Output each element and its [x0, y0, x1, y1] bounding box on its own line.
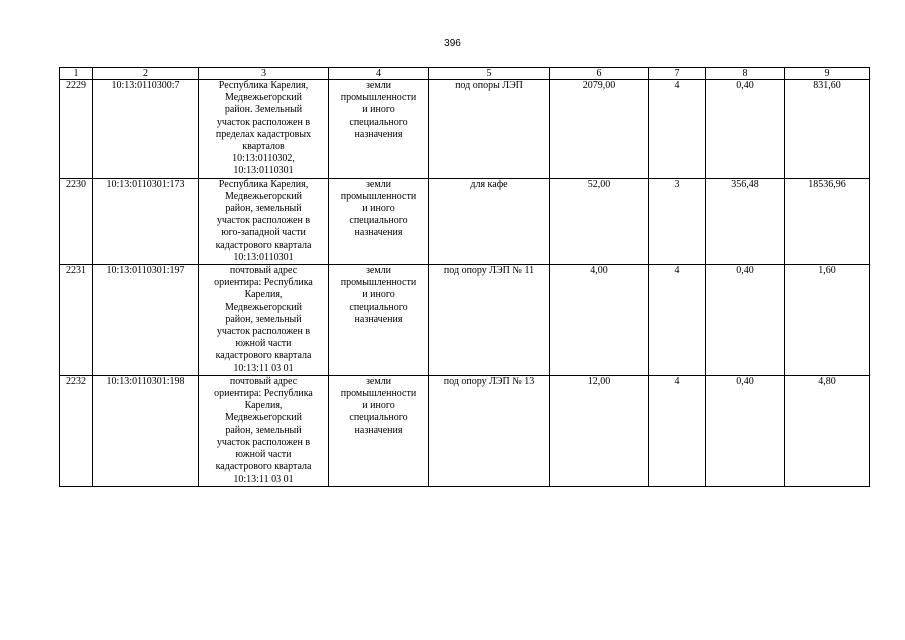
cadastral-number: 10:13:0110301:197	[93, 265, 199, 376]
category-line: земли	[365, 80, 392, 91]
category-line: назначения	[354, 424, 403, 436]
group-cell: 4	[649, 265, 706, 376]
header-col-7: 7	[649, 68, 706, 80]
category-line: назначения	[354, 227, 403, 239]
address-cell	[199, 178, 329, 264]
address-line: 10:13:0110301	[233, 251, 294, 263]
cadastral-number: 10:13:0110301:173	[93, 178, 199, 264]
header-col-2: 2	[93, 68, 199, 80]
usage-cell: под опору ЛЭП № 13	[429, 375, 550, 486]
rate-cell: 356,48	[706, 178, 785, 264]
category-line: специального	[349, 215, 408, 227]
category-cell	[329, 80, 429, 179]
category-line: промышленности	[340, 388, 417, 400]
row-id: 2232	[60, 375, 93, 486]
row-id: 2230	[60, 178, 93, 264]
address-line: кадастрового квартала	[215, 350, 312, 362]
usage-cell: под опоры ЛЭП	[429, 80, 550, 179]
address-line: участок расположен в	[216, 215, 311, 227]
header-col-3: 3	[199, 68, 329, 80]
category-line: промышленности	[340, 92, 417, 104]
address-line: Карелия,	[244, 289, 283, 301]
address-line: кадастрового квартала	[215, 461, 312, 473]
category-line: и иного	[362, 289, 395, 301]
category-line: земли	[365, 375, 392, 387]
usage-cell: для кафе	[429, 178, 550, 264]
category-line: назначения	[354, 313, 403, 325]
header-col-4: 4	[329, 68, 429, 80]
category-cell	[329, 178, 429, 264]
row-id: 2231	[60, 265, 93, 376]
address-line: Карелия,	[244, 400, 283, 412]
address-line: 10:13:0110301	[233, 165, 294, 177]
rate-cell: 0,40	[706, 265, 785, 376]
category-line: промышленности	[340, 277, 417, 289]
category-line: земли	[365, 178, 392, 190]
address-line: район, земельный	[225, 203, 302, 215]
table-row	[60, 265, 870, 376]
group-cell: 3	[649, 178, 706, 264]
address-line: Медвежьегорский	[224, 190, 303, 202]
address-line: Медвежьегорский	[224, 92, 303, 104]
address-cell	[199, 80, 329, 179]
address-line: южной части	[235, 338, 292, 350]
cadastral-number: 10:13:0110300:7	[93, 80, 199, 179]
table-row	[60, 375, 870, 486]
category-line: и иного	[362, 400, 395, 412]
address-line: кварталов	[242, 141, 285, 153]
category-cell	[329, 265, 429, 376]
category-line: назначения	[354, 128, 403, 140]
area-cell: 2079,00	[550, 80, 649, 179]
address-line: пределах кадастровых	[215, 128, 312, 140]
header-col-6: 6	[550, 68, 649, 80]
address-line: район. Земельный	[224, 104, 303, 116]
header-row	[60, 68, 870, 80]
address-line: почтовый адрес	[229, 375, 298, 387]
table-row	[60, 178, 870, 264]
address-line: Республика Карелия,	[218, 80, 309, 91]
header-col-8: 8	[706, 68, 785, 80]
land-registry-table	[59, 67, 870, 487]
address-cell	[199, 265, 329, 376]
usage-cell: под опору ЛЭП № 11	[429, 265, 550, 376]
address-line: ориентира: Республика	[214, 277, 313, 289]
address-line: 10:13:11 03 01	[233, 362, 294, 374]
rate-cell: 0,40	[706, 80, 785, 179]
category-line: и иного	[362, 104, 395, 116]
address-line: кадастрового квартала	[215, 239, 312, 251]
area-cell: 4,00	[550, 265, 649, 376]
value-cell: 18536,96	[785, 178, 870, 264]
address-cell	[199, 375, 329, 486]
cadastral-number: 10:13:0110301:198	[93, 375, 199, 486]
page-number: 396	[444, 38, 461, 49]
address-line: 10:13:0110302,	[232, 153, 295, 165]
category-line: специального	[349, 412, 408, 424]
address-line: почтовый адрес	[229, 265, 298, 277]
address-line: участок расположен в	[216, 326, 311, 338]
area-cell: 12,00	[550, 375, 649, 486]
header-col-5: 5	[429, 68, 550, 80]
value-cell: 1,60	[785, 265, 870, 376]
address-line: Медвежьегорский	[224, 412, 303, 424]
header-col-1: 1	[60, 68, 93, 80]
category-line: промышленности	[340, 190, 417, 202]
category-line: специального	[349, 301, 408, 313]
table-row	[60, 80, 870, 179]
address-line: участок расположен в	[216, 116, 311, 128]
category-line: земли	[365, 265, 392, 277]
address-line: южной части	[235, 449, 292, 461]
rate-cell: 0,40	[706, 375, 785, 486]
address-line: район, земельный	[225, 424, 302, 436]
address-line: участок расположен в	[216, 436, 311, 448]
area-cell: 52,00	[550, 178, 649, 264]
address-line: район, земельный	[225, 313, 302, 325]
address-line: 10:13:11 03 01	[233, 473, 294, 485]
category-line: и иного	[362, 203, 395, 215]
address-line: Республика Карелия,	[218, 178, 309, 190]
address-line: Медвежьегорский	[224, 301, 303, 313]
value-cell: 4,80	[785, 375, 870, 486]
address-line: юго-западной части	[221, 227, 306, 239]
address-line: ориентира: Республика	[214, 388, 313, 400]
category-cell	[329, 375, 429, 486]
category-line: специального	[349, 116, 408, 128]
header-col-9: 9	[785, 68, 870, 80]
group-cell: 4	[649, 80, 706, 179]
value-cell: 831,60	[785, 80, 870, 179]
row-id: 2229	[60, 80, 93, 179]
group-cell: 4	[649, 375, 706, 486]
